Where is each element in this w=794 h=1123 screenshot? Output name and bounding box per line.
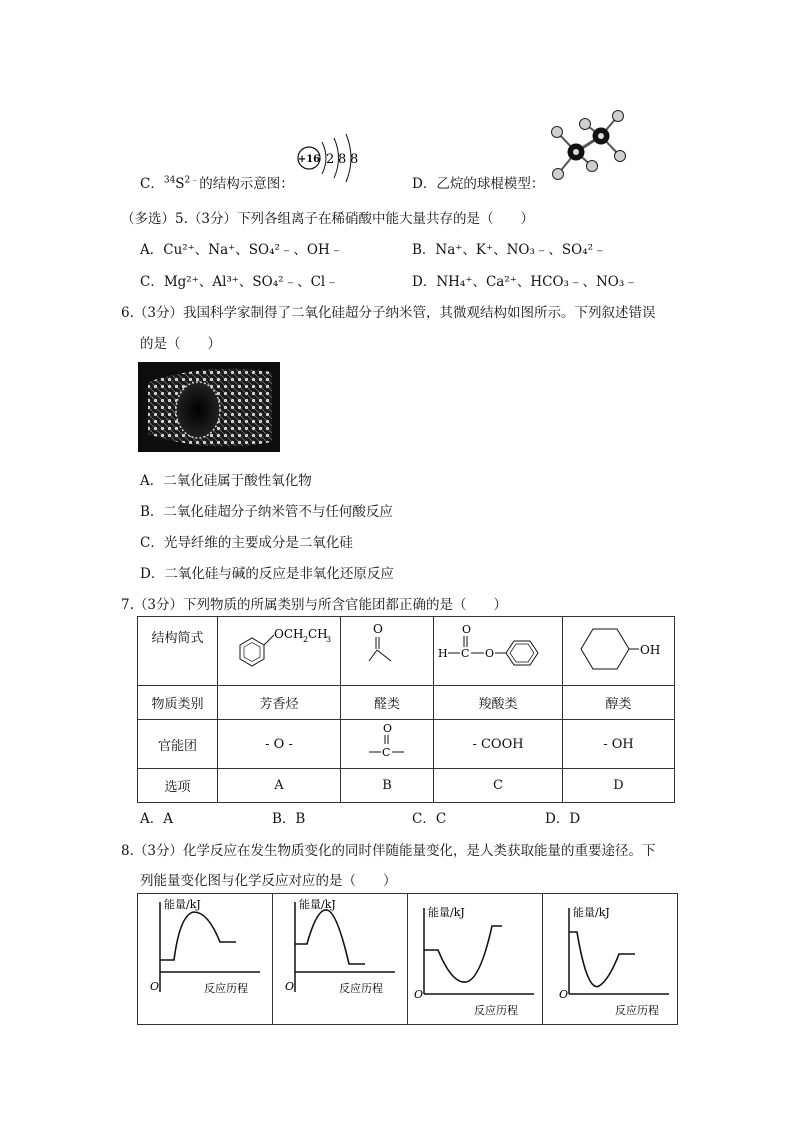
svg-text:能量/kJ: 能量/kJ: [428, 906, 465, 919]
q6-stem-line2: 的是（ ）: [140, 336, 221, 352]
svg-text:O: O: [462, 623, 472, 636]
q6-stem-line1: 6.（3分）我国科学家制得了二氧化硅超分子纳米管，其微观结构如图所示。下列叙述错误: [121, 305, 656, 321]
svg-text:OH: OH: [640, 643, 661, 657]
shell-1: 2: [326, 152, 335, 167]
q7-group-c: - COOH: [434, 720, 563, 769]
q6-option-b: B．二氧化硅超分子纳米管不与任何酸反应: [140, 504, 393, 520]
svg-text:反应历程: 反应历程: [339, 982, 383, 995]
q8-graph-b: [273, 894, 408, 1025]
svg-text:2: 2: [303, 635, 309, 644]
q8-graph-a: [138, 894, 273, 1025]
svg-text:3: 3: [326, 635, 332, 644]
svg-text:C: C: [382, 746, 391, 759]
sulfur-ion-structure-diagram: [296, 132, 366, 184]
q7-category-c: 羧酸类: [434, 686, 563, 720]
q7-choice-b: B．B: [272, 811, 306, 827]
q7-table: [137, 616, 675, 803]
q6-option-c: C．光导纤维的主要成分是二氧化硅: [140, 535, 353, 551]
q6-option-d: D．二氧化硅与碱的反应是非氧化还原反应: [140, 566, 394, 582]
q7-structure-c: [434, 617, 563, 686]
q8-stem-line1: 8.（3分）化学反应在发生物质变化的同时伴随能量变化，是人类获取能量的重要途径。下: [121, 843, 656, 859]
q4-c-text: 的结构示意图：: [199, 176, 294, 192]
svg-text:反应历程: 反应历程: [615, 1004, 659, 1017]
svg-text:O: O: [485, 647, 495, 660]
q5-stem: （多选）5.（3分）下列各组离子在稀硝酸中能大量共存的是（ ）: [121, 211, 534, 227]
svg-text:O: O: [383, 722, 393, 735]
silica-nanotube-image: [138, 362, 280, 452]
ethane-ball-stick-model: [548, 108, 630, 184]
q7-category-b: 醛类: [341, 686, 434, 720]
q7-choice-c: C．C: [412, 811, 447, 827]
svg-text:O: O: [373, 622, 383, 636]
svg-text:能量/kJ: 能量/kJ: [299, 898, 336, 911]
q5-option-c: C．Mg²⁺、Al³⁺、SO₄²﹣、Cl﹣: [140, 274, 339, 290]
q5-option-d: D．NH₄⁺、Ca²⁺、HCO₃﹣、NO₃﹣: [412, 274, 638, 290]
svg-text:反应历程: 反应历程: [474, 1004, 518, 1017]
q7-header-category: 物质类别: [138, 686, 218, 720]
q5-option-b: B．Na⁺、K⁺、NO₃﹣、SO₄²﹣: [412, 242, 607, 258]
q8-graph-d: [543, 894, 678, 1025]
svg-text:CH: CH: [308, 627, 328, 641]
q4-option-c: [140, 172, 294, 192]
q7-group-d: - OH: [563, 720, 675, 769]
nucleus-label: +16: [297, 154, 321, 165]
q7-choice-d: D．D: [545, 811, 581, 827]
svg-text:OCH: OCH: [274, 627, 304, 641]
q5-option-a: A．Cu²⁺、Na⁺、SO₄²﹣、OH﹣: [140, 242, 344, 258]
q7-choice-a: A．A: [140, 811, 173, 827]
q7-header-structure: 结构简式: [138, 617, 218, 686]
q7-group-b: [341, 720, 434, 769]
q7-structure-b: [341, 617, 434, 686]
svg-text:H: H: [438, 647, 448, 660]
q4-option-d: D．乙烷的球棍模型：: [412, 176, 545, 192]
q7-category-a: 芳香烃: [218, 686, 341, 720]
q8-graphs-table: [137, 893, 678, 1025]
q7-stem: 7.（3分）下列物质的所属类别与所含官能团都正确的是（ ）: [121, 597, 507, 613]
svg-text:C: C: [461, 647, 470, 660]
q7-option-label-a: A: [218, 769, 341, 803]
q7-header-option: 选项: [138, 769, 218, 803]
q7-structure-d: [563, 617, 675, 686]
q7-option-label-b: B: [341, 769, 434, 803]
svg-text:能量/kJ: 能量/kJ: [164, 898, 201, 911]
q4-c-prefix: C．: [140, 176, 164, 192]
q6-option-a: A．二氧化硅属于酸性氧化物: [140, 473, 312, 489]
shell-3: 8: [350, 152, 359, 167]
q7-header-group: 官能团: [138, 720, 218, 769]
q7-category-d: 醇类: [563, 686, 675, 720]
svg-text:O: O: [150, 980, 160, 993]
svg-text:反应历程: 反应历程: [204, 982, 248, 995]
q7-option-label-d: D: [563, 769, 675, 803]
svg-text:O: O: [559, 988, 569, 1001]
q4-c-mass: 34: [163, 175, 176, 186]
svg-text:O: O: [285, 980, 295, 993]
q8-graph-c: [408, 894, 543, 1025]
q7-option-label-c: C: [434, 769, 563, 803]
q7-structure-a: [218, 617, 341, 686]
q7-row-structure: [138, 617, 675, 686]
svg-text:O: O: [414, 988, 424, 1001]
q8-stem-line2: 列能量变化图与化学反应对应的是（ ）: [140, 873, 397, 889]
q4-c-charge: 2﹣: [184, 175, 200, 186]
q7-group-a: - O -: [218, 720, 341, 769]
q7-row-group: [138, 720, 675, 769]
q7-row-category: [138, 686, 675, 720]
q7-row-option: [138, 769, 675, 803]
svg-text:能量/kJ: 能量/kJ: [573, 906, 610, 919]
shell-2: 8: [338, 152, 347, 167]
q4-c-ion: S: [175, 176, 185, 192]
